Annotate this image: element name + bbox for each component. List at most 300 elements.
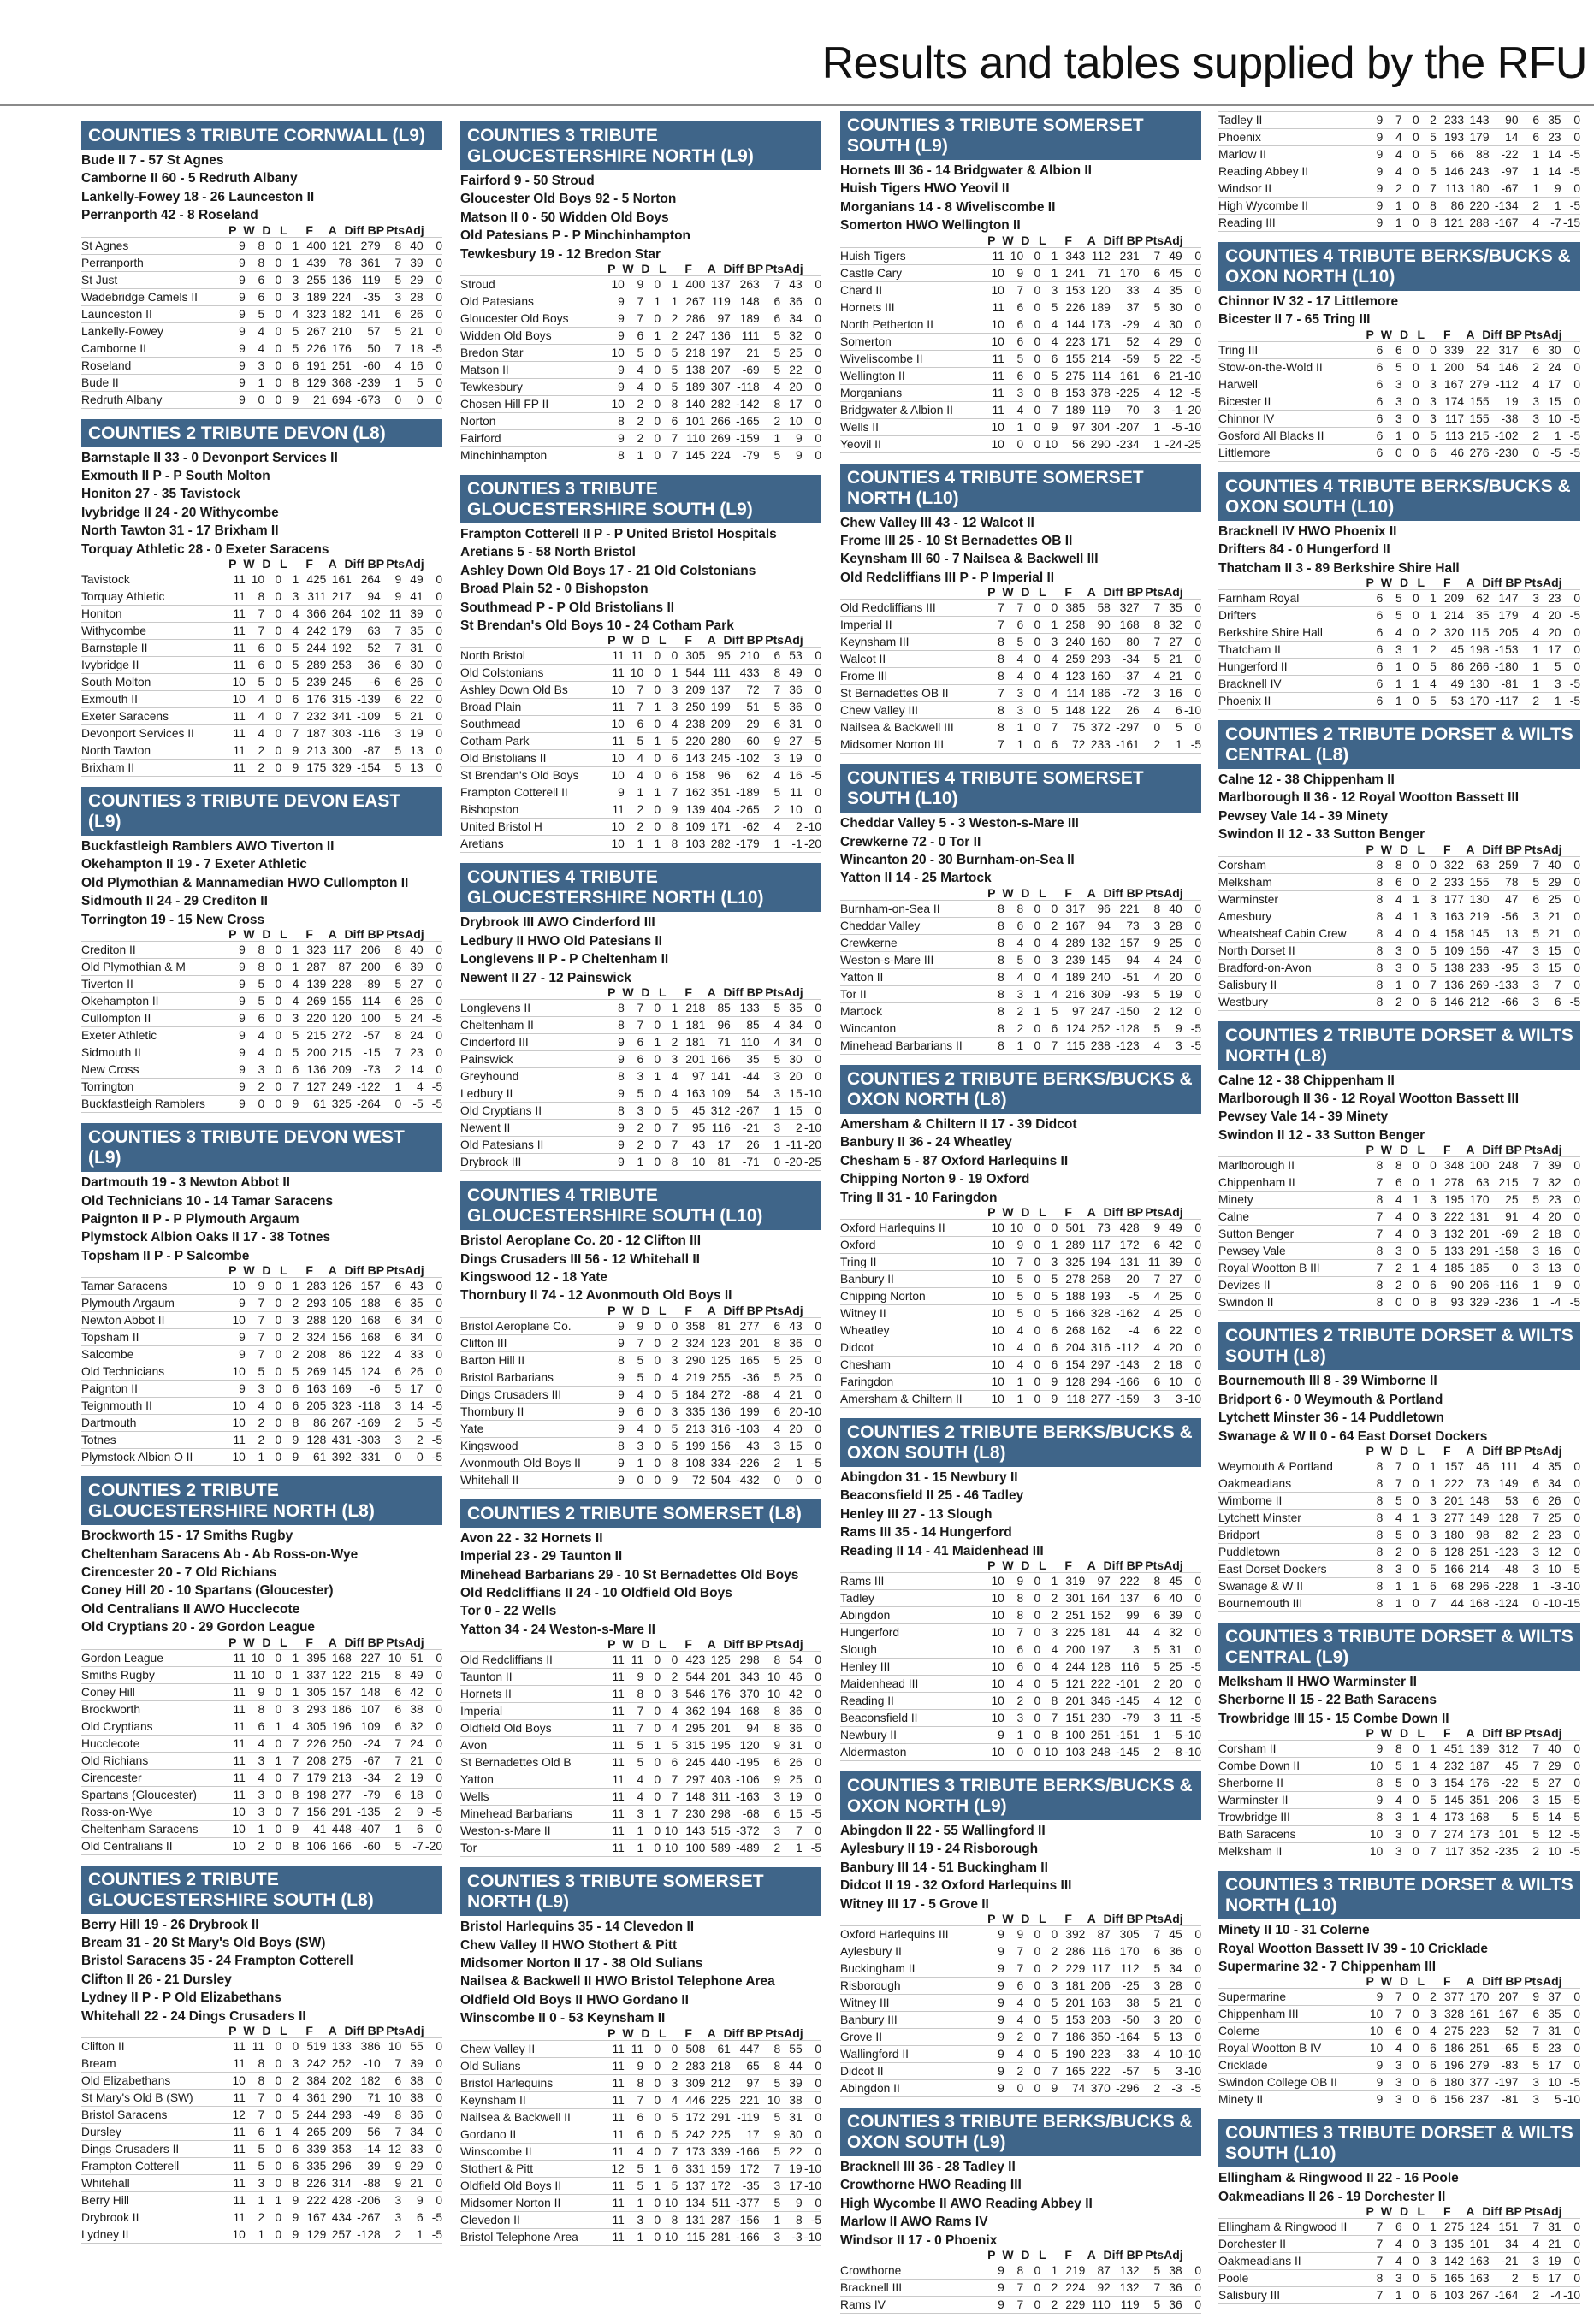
stat-cell: 153 xyxy=(1058,2011,1085,2028)
col-header-w: W xyxy=(1002,1911,1014,1925)
league-title: COUNTIES 4 TRIBUTE BERKS/BUCKS & OXON SOUTH (L10) xyxy=(1218,472,1580,521)
league-title: COUNTIES 3 TRIBUTE SOMERSET SOUTH (L9) xyxy=(840,111,1201,160)
stat-cell: 13 xyxy=(1160,2028,1182,2045)
table-row xyxy=(1218,1192,1580,1209)
table-row xyxy=(1218,341,1580,358)
stat-cell: 0 xyxy=(1561,2253,1580,2270)
team-name: Sutton Benger xyxy=(1218,1226,1354,1243)
stat-cell: 50 xyxy=(352,340,381,357)
stat-cell: 240 xyxy=(1058,634,1085,651)
stat-cell: 4 xyxy=(281,2090,299,2107)
stat-cell: 27 xyxy=(1160,634,1182,651)
stat-cell: 2 xyxy=(1383,1543,1401,1560)
stat-cell: 11 xyxy=(596,2194,624,2211)
stat-cell: 6 xyxy=(381,674,402,691)
team-name: Ellingham & Ringwood II xyxy=(1218,2219,1354,2236)
table-row xyxy=(840,668,1201,685)
stat-cell: -296 xyxy=(1111,2079,1140,2096)
stat-cell: 0 xyxy=(1402,2270,1419,2287)
stat-cell: 32 xyxy=(1160,1623,1182,1641)
stat-cell: 40 xyxy=(401,942,423,959)
stat-cell: 201 xyxy=(1437,1492,1464,1509)
stat-cell: 9 xyxy=(596,1386,624,1403)
stat-cell: 312 xyxy=(705,1103,730,1120)
col-header-bp: BP xyxy=(1505,842,1522,856)
stat-cell: 10 xyxy=(246,1666,264,1683)
result-line: Pewsey Vale 14 - 39 Minety xyxy=(1218,808,1389,824)
stat-cell: 1 xyxy=(281,1683,299,1700)
team-name: Grove II xyxy=(840,2028,975,2045)
team-name: Farnham Royal xyxy=(1218,590,1354,607)
stat-cell: 8 xyxy=(1004,1589,1023,1606)
stat-cell: 289 xyxy=(299,657,326,674)
stat-cell: -197 xyxy=(1490,2074,1519,2091)
stat-cell: 8 xyxy=(1354,925,1384,942)
stat-cell: 213 xyxy=(678,1420,705,1437)
table-row xyxy=(460,1771,821,1789)
table-row xyxy=(81,391,442,408)
stat-cell: 0 xyxy=(424,1363,442,1381)
result-line: Ashley Down Old Boys 17 - 21 Old Colstonians xyxy=(460,563,756,578)
stat-cell: 100 xyxy=(1464,1157,1490,1174)
page-heading: Results and tables supplied by the RFU xyxy=(821,38,1587,88)
stat-cell: 1 xyxy=(1539,693,1561,710)
team-name: Newent II xyxy=(460,1120,596,1137)
stat-cell: 0 xyxy=(803,310,821,328)
stat-cell: 52 xyxy=(352,640,381,657)
col-header-pts: Pts xyxy=(1524,1974,1543,1989)
stat-cell: 252 xyxy=(326,2055,351,2073)
stat-cell: 8 xyxy=(661,1454,678,1471)
stat-cell: 7 xyxy=(975,600,1004,617)
stat-cell: 70 xyxy=(1111,401,1140,418)
stat-cell: 35 xyxy=(1160,281,1182,299)
stat-cell: 307 xyxy=(705,379,730,396)
stat-cell: 1 xyxy=(246,2226,264,2244)
stat-cell: 4 xyxy=(1383,890,1401,908)
stat-cell: 8 xyxy=(381,942,402,959)
table-row xyxy=(460,819,821,836)
stat-cell: 0 xyxy=(1419,1157,1437,1174)
col-header-bp: BP xyxy=(1505,327,1522,341)
team-name: Tring III xyxy=(1218,341,1354,358)
stat-cell: 45 xyxy=(678,1103,705,1120)
stat-cell: 0 xyxy=(643,2091,661,2108)
stat-cell: 17 xyxy=(731,2126,760,2143)
stat-cell: 6 xyxy=(381,305,402,322)
stat-cell: 283 xyxy=(299,1278,326,1295)
stat-cell: 0 xyxy=(1402,624,1419,642)
result-line: Frome III 25 - 10 St Bernadettes OB II xyxy=(840,534,1073,549)
stat-cell: 4 xyxy=(1004,1994,1023,2011)
team-name: Gosford All Blacks II xyxy=(1218,427,1354,444)
stat-cell: 1 xyxy=(1004,719,1023,736)
stat-cell: 4 xyxy=(625,362,643,379)
table-row xyxy=(81,1295,442,1312)
stat-cell: -5 xyxy=(1111,1287,1140,1304)
table-row xyxy=(81,1683,442,1700)
stat-cell: 337 xyxy=(299,1666,326,1683)
table-header xyxy=(1218,1726,1580,1740)
stat-cell: 0 xyxy=(264,305,281,322)
stat-cell: 42 xyxy=(780,1686,802,1703)
stat-cell: 311 xyxy=(299,588,326,606)
team-name: Wimborne II xyxy=(1218,1492,1354,1509)
stat-cell: 30 xyxy=(780,1051,802,1068)
stat-cell: 163 xyxy=(1464,2253,1490,2270)
stat-cell: 2 xyxy=(625,430,643,447)
stat-cell: -5 xyxy=(1561,1560,1580,1577)
stat-cell: 2 xyxy=(1419,873,1437,890)
stat-cell: 62 xyxy=(1464,590,1490,607)
stat-cell: 8 xyxy=(1354,1775,1384,1792)
result-line: Henley III 27 - 13 Slough xyxy=(840,1506,993,1522)
table-row xyxy=(1218,410,1580,427)
stat-cell: 173 xyxy=(678,2143,705,2160)
team-name: Bream xyxy=(81,2055,216,2073)
team-name: Minehead Barbarians xyxy=(460,1806,596,1823)
stat-cell: 9 xyxy=(216,1329,245,1346)
stat-cell: -71 xyxy=(731,1154,760,1171)
stat-cell: 2 xyxy=(780,819,802,836)
team-name: Royal Wootton B IV xyxy=(1218,2040,1354,2057)
stat-cell: 9 xyxy=(596,430,624,447)
stat-cell: 5 xyxy=(401,1415,423,1432)
stat-cell: 10 xyxy=(381,2038,402,2055)
stat-cell: 1 xyxy=(1519,163,1540,180)
stat-cell: 6 xyxy=(1419,444,1437,461)
col-header-d: D xyxy=(641,633,650,648)
stat-cell: 4 xyxy=(1004,1356,1023,1373)
stat-cell: 6 xyxy=(246,1718,264,1735)
col-header-d: D xyxy=(641,2025,650,2040)
stat-cell: 230 xyxy=(678,1806,705,1823)
stat-cell: 0 xyxy=(1023,934,1040,951)
col-header-p: P xyxy=(987,233,996,247)
stat-cell: 21 xyxy=(1160,651,1182,668)
stat-cell: 7 xyxy=(381,2055,402,2073)
stat-cell: 29 xyxy=(401,271,423,288)
stat-cell: 0 xyxy=(1402,2074,1419,2091)
stat-cell: 9 xyxy=(1354,163,1384,180)
stat-cell: 0 xyxy=(424,606,442,623)
col-header-l: L xyxy=(1038,585,1046,600)
stat-cell: 9 xyxy=(216,1061,245,1079)
stat-cell: 0 xyxy=(424,1346,442,1363)
stat-cell: 3 xyxy=(1383,1826,1401,1843)
stat-cell: 8 xyxy=(975,951,1004,968)
stat-cell: 8 xyxy=(596,1000,624,1017)
stat-cell: 6 xyxy=(1519,2006,1540,2023)
table-row xyxy=(460,310,821,328)
stat-cell: 30 xyxy=(780,2126,802,2143)
table-row xyxy=(81,322,442,340)
stat-cell: 8 xyxy=(975,634,1004,651)
stat-cell: 10 xyxy=(975,1339,1004,1356)
stat-cell: 1 xyxy=(625,447,643,464)
stat-cell: 6 xyxy=(1354,358,1384,376)
stat-cell: 31 xyxy=(401,640,423,657)
table-header xyxy=(81,2024,442,2037)
stat-cell: 11 xyxy=(596,648,624,665)
stat-cell: 26 xyxy=(401,305,423,322)
col-header-bp: BP xyxy=(1126,885,1144,900)
col-header-adj: Adj xyxy=(405,222,424,237)
team-name: Bicester II xyxy=(1218,393,1354,410)
stat-cell: 96 xyxy=(705,1017,730,1034)
stat-cell: -10 xyxy=(1182,2045,1201,2062)
stat-cell: 171 xyxy=(1085,333,1110,350)
stat-cell: 0 xyxy=(264,2226,281,2244)
stat-cell: 8 xyxy=(1354,1509,1384,1526)
col-header-p: P xyxy=(987,1204,996,1219)
table-row xyxy=(1218,1758,1580,1775)
col-header-diff: Diff xyxy=(723,985,744,1000)
stat-cell: -166 xyxy=(731,2228,760,2245)
stat-cell: -10 xyxy=(1182,1726,1201,1743)
stat-cell: 9 xyxy=(216,305,245,322)
league-title: COUNTIES 4 TRIBUTE GLOUCESTERSHIRE NORTH (L10) xyxy=(460,863,821,912)
table-row xyxy=(840,2045,1201,2062)
table-row xyxy=(840,281,1201,299)
col-header-p: P xyxy=(987,1558,996,1572)
table-row xyxy=(81,1666,442,1683)
col-header-w: W xyxy=(243,1635,255,1649)
stat-cell: 3 xyxy=(246,1381,264,1398)
stat-cell: 0 xyxy=(1023,1977,1040,1994)
stat-cell: 0 xyxy=(424,571,442,588)
table-row xyxy=(460,733,821,750)
stat-cell: 12 xyxy=(216,2107,245,2124)
stat-cell: 3 xyxy=(246,1803,264,1820)
stat-cell: 20 xyxy=(780,379,802,396)
table-row xyxy=(840,1623,1201,1641)
stat-cell: 56 xyxy=(352,2124,381,2141)
result-line: Melksham II HWO Warminster II xyxy=(1218,1674,1417,1689)
stat-cell: 5 xyxy=(760,2074,781,2091)
stat-cell: 9 xyxy=(281,742,299,760)
stat-cell: 3 xyxy=(1419,890,1437,908)
stat-cell: 0 xyxy=(1023,1743,1040,1760)
stat-cell: 0 xyxy=(1023,1709,1040,1726)
result-line: Bracknell IV HWO Phoenix II xyxy=(1218,523,1397,539)
stat-cell: 208 xyxy=(299,1346,326,1363)
col-header-a: A xyxy=(1466,576,1475,590)
stat-cell: 0 xyxy=(1182,281,1201,299)
team-name: Midsomer Norton II xyxy=(460,2194,596,2211)
team-name: Barnstaple II xyxy=(81,640,216,657)
stat-cell: 5 xyxy=(661,362,678,379)
col-header-pts: Pts xyxy=(765,262,785,276)
col-header-diff: Diff xyxy=(1103,585,1123,600)
stat-cell: 3 xyxy=(661,2074,678,2091)
result-line: Old Technicians 10 - 14 Tamar Saracens xyxy=(81,1193,334,1209)
stat-cell: 297 xyxy=(1085,1356,1110,1373)
stat-cell: 6 xyxy=(661,767,678,784)
stat-cell: 20 xyxy=(780,1403,802,1420)
col-header-p: P xyxy=(228,1263,237,1278)
stat-cell: 85 xyxy=(731,1017,760,1034)
team-name: Broad Plain xyxy=(460,699,596,716)
team-name: Lytchett Minster xyxy=(1218,1509,1354,1526)
table-row xyxy=(460,1085,821,1103)
col-header-diff: Diff xyxy=(1103,1911,1123,1925)
stat-cell: 0 xyxy=(643,1403,661,1420)
stat-cell: 4 xyxy=(1040,985,1058,1002)
result-line: Crewkerne 72 - 0 Tor II xyxy=(840,834,981,849)
stat-cell: 0 xyxy=(1182,951,1201,968)
stat-cell: 351 xyxy=(705,784,730,801)
stat-cell: 238 xyxy=(1085,1037,1110,1054)
stat-cell: 4 xyxy=(1040,668,1058,685)
stat-cell: 4 xyxy=(1383,1792,1401,1809)
stat-cell: 11 xyxy=(216,2141,245,2158)
stat-cell: 29 xyxy=(731,716,760,733)
stat-cell: 4 xyxy=(625,379,643,396)
table-row xyxy=(81,1786,442,1803)
stat-cell: 3 xyxy=(281,1700,299,1718)
col-header-p: P xyxy=(228,222,237,237)
stat-cell: 1 xyxy=(1539,427,1561,444)
stat-cell: 6 xyxy=(1004,617,1023,634)
stat-cell: 233 xyxy=(1437,112,1464,129)
stat-cell: -88 xyxy=(352,2175,381,2192)
col-header-f: F xyxy=(1064,233,1072,247)
stat-cell: 275 xyxy=(1437,2023,1464,2040)
stat-cell: 210 xyxy=(731,648,760,665)
stat-cell: 277 xyxy=(1437,1509,1464,1526)
result-line: Swindon II 12 - 33 Sutton Benger xyxy=(1218,827,1425,843)
stat-cell: 6 xyxy=(401,2209,423,2226)
stat-cell: 21 xyxy=(731,345,760,362)
stat-cell: 6 xyxy=(1519,890,1540,908)
stat-cell: 75 xyxy=(1058,719,1085,736)
stat-cell: 5 xyxy=(661,1386,678,1403)
stat-cell: -159 xyxy=(731,430,760,447)
stat-cell: 43 xyxy=(678,1137,705,1154)
stat-cell: 0 xyxy=(1402,590,1419,607)
stat-cell: 1 xyxy=(1419,358,1437,376)
stat-cell: -142 xyxy=(731,396,760,413)
stat-cell: 4 xyxy=(760,767,781,784)
stat-cell: 325 xyxy=(1058,1253,1085,1270)
stat-cell: 11 xyxy=(975,299,1004,316)
stat-cell: 71 xyxy=(352,2090,381,2107)
table-row xyxy=(460,2040,821,2057)
stat-cell: 8 xyxy=(760,396,781,413)
col-header-pts: Pts xyxy=(1524,327,1543,341)
stat-cell: -10 xyxy=(1182,2062,1201,2079)
table-row xyxy=(840,1943,1201,1960)
stat-cell: 78 xyxy=(326,254,351,271)
stat-cell: 447 xyxy=(731,2040,760,2057)
result-line: Swindon II 12 - 33 Sutton Benger xyxy=(1218,1127,1425,1143)
stat-cell: -156 xyxy=(731,2211,760,2228)
league-section xyxy=(1218,2119,1580,2304)
stat-cell: 0 xyxy=(643,1437,661,1454)
stat-cell: -3 xyxy=(1539,1577,1561,1594)
table-row xyxy=(1218,942,1580,959)
league-section xyxy=(840,111,1201,453)
stat-cell: 198 xyxy=(1464,642,1490,659)
team-name: Chesham xyxy=(840,1356,975,1373)
stat-cell: 8 xyxy=(1419,198,1437,215)
stat-cell: 41 xyxy=(299,1820,326,1837)
stat-cell: 8 xyxy=(780,2211,802,2228)
stat-cell: 10 xyxy=(216,2226,245,2244)
stat-cell: 136 xyxy=(1437,976,1464,993)
result-line: Buckfastleigh Ramblers AWO Tiverton II xyxy=(81,839,335,854)
table-header xyxy=(81,557,442,571)
stat-cell: 17 xyxy=(1539,642,1561,659)
stat-cell: 1 xyxy=(1402,1509,1419,1526)
stat-cell: 5 xyxy=(381,742,402,760)
stat-cell: 3 xyxy=(1383,959,1401,976)
table-row xyxy=(81,657,442,674)
stat-cell: 123 xyxy=(705,1334,730,1351)
stat-cell: 188 xyxy=(1058,1287,1085,1304)
stat-cell: 8 xyxy=(760,1720,781,1737)
stat-cell: 0 xyxy=(643,1386,661,1403)
table-row xyxy=(81,976,442,993)
table-row xyxy=(460,1789,821,1806)
stat-cell: 4 xyxy=(1140,1037,1161,1054)
stat-cell: 3 xyxy=(381,288,402,305)
stat-cell: 439 xyxy=(299,254,326,271)
stat-cell: 36 xyxy=(780,699,802,716)
league-table xyxy=(840,1572,1201,1761)
stat-cell: 0 xyxy=(1182,600,1201,617)
league-table xyxy=(1218,856,1580,1011)
stat-cell: 11 xyxy=(216,1700,245,1718)
stat-cell: 1 xyxy=(1004,418,1023,435)
stat-cell: 147 xyxy=(1490,590,1519,607)
stat-cell: 6 xyxy=(381,2073,402,2090)
stat-cell: 10 xyxy=(1539,1843,1561,1860)
table-row xyxy=(460,767,821,784)
stat-cell: 39 xyxy=(401,606,423,623)
col-header-diff: Diff xyxy=(344,2024,364,2037)
table-row xyxy=(81,1027,442,1044)
stat-cell: 127 xyxy=(299,1079,326,1096)
stat-cell: 0 xyxy=(1023,1304,1040,1322)
stat-cell: 4 xyxy=(281,976,299,993)
col-header-p: P xyxy=(228,1635,237,1649)
stat-cell: 5 xyxy=(1383,590,1401,607)
stat-cell: 8 xyxy=(1383,856,1401,873)
stat-cell: 34 xyxy=(1160,1960,1182,1977)
stat-cell: 5 xyxy=(760,784,781,801)
stat-cell: -234 xyxy=(1111,435,1140,452)
stat-cell: 176 xyxy=(299,691,326,708)
stat-cell: 43 xyxy=(780,276,802,293)
stat-cell: -24 xyxy=(352,1735,381,1752)
team-name: Norton xyxy=(460,413,596,430)
team-name: St Mary's Old B (SW) xyxy=(81,2090,216,2107)
stat-cell: 0 xyxy=(803,801,821,819)
table-row xyxy=(1218,1209,1580,1226)
stat-cell: 4 xyxy=(1383,1226,1401,1243)
stat-cell: 0 xyxy=(1402,976,1419,993)
stat-cell: 46 xyxy=(1437,444,1464,461)
league-table xyxy=(1218,589,1580,710)
stat-cell: 8 xyxy=(1354,1277,1384,1294)
stat-cell: 0 xyxy=(424,588,442,606)
stat-cell: 8 xyxy=(975,719,1004,736)
stat-cell: 315 xyxy=(326,691,351,708)
stat-cell: 5 xyxy=(1040,367,1058,384)
stat-cell: 7 xyxy=(625,1334,643,1351)
